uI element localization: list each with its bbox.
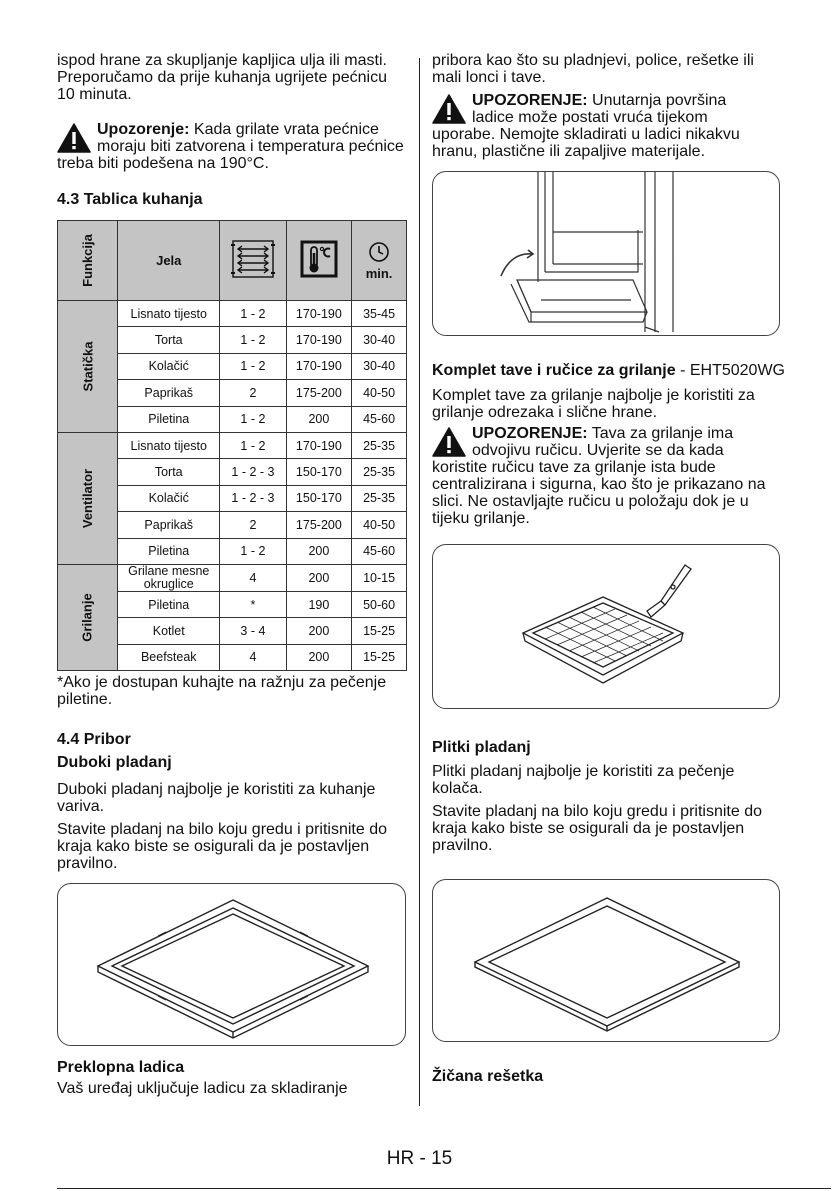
table-cell-dish: Torta bbox=[118, 327, 220, 353]
table-cell-shelf: * bbox=[220, 591, 286, 617]
table-cell-dish: Torta bbox=[118, 459, 220, 485]
table-cell-time: 35-45 bbox=[352, 301, 407, 327]
warning-grill-door bbox=[57, 121, 407, 172]
table-cell-temperature: 190 bbox=[286, 591, 352, 617]
grill-set-title: Komplet tave i ručice za grilanje bbox=[432, 362, 676, 379]
table-cell-time: 25-35 bbox=[352, 459, 407, 485]
table-cell-time: 30-40 bbox=[352, 327, 407, 353]
table-group-label: Grilanje bbox=[58, 564, 118, 670]
table-row bbox=[58, 301, 407, 327]
table-cell-shelf: 4 bbox=[220, 644, 286, 670]
table-cell-shelf: 1 - 2 - 3 bbox=[220, 459, 286, 485]
warning-label: UPOZORENJE: bbox=[472, 92, 588, 109]
grill-pan-image bbox=[432, 544, 780, 709]
wire-rack-title: Žičana rešetka bbox=[432, 1068, 544, 1085]
shelf-level-icon bbox=[231, 239, 275, 279]
table-cell-time: 40-50 bbox=[352, 380, 407, 406]
shallow-tray-text-2: Stavite pladanj na bilo koju gredu i pritisnite do kraja kako biste se osigurali da je postavljen pravilno. bbox=[432, 803, 762, 854]
table-cell-time: 30-40 bbox=[352, 353, 407, 379]
table-cell-temperature: 170-190 bbox=[286, 353, 352, 379]
intro-paragraph: ispod hrane za skupljanje kapljica ulja ili masti. Preporučamo da prije kuhanja ugrijete pećnicu 10 minuta. bbox=[57, 52, 387, 103]
warning-drawer-hot bbox=[432, 92, 762, 160]
header-shelf bbox=[220, 221, 286, 301]
deep-tray-image bbox=[57, 883, 406, 1046]
table-cell-dish: Kolačić bbox=[118, 353, 220, 379]
table-cell-dish: Lisnato tijesto bbox=[118, 432, 220, 458]
table-footnote: *Ako je dostupan kuhajte na ražnju za pečenje piletine. bbox=[57, 674, 387, 709]
table-cell-shelf: 1 - 2 bbox=[220, 538, 286, 564]
table-cell-time: 45-60 bbox=[352, 406, 407, 432]
table-cell-temperature: 175-200 bbox=[286, 380, 352, 406]
shallow-tray-title: Plitki pladanj bbox=[432, 739, 531, 756]
grill-set-heading bbox=[432, 362, 832, 379]
table-cell-temperature: 150-170 bbox=[286, 485, 352, 511]
table-cell-time: 25-35 bbox=[352, 485, 407, 511]
table-cell-temperature: 200 bbox=[286, 644, 352, 670]
table-cell-dish: Kotlet bbox=[118, 618, 220, 644]
deep-tray-title: Duboki pladanj bbox=[57, 754, 172, 772]
table-cell-shelf: 1 - 2 bbox=[220, 353, 286, 379]
table-cell-time: 15-25 bbox=[352, 618, 407, 644]
warning-label: UPOZORENJE: bbox=[472, 425, 588, 442]
cooking-table bbox=[57, 220, 407, 671]
header-time bbox=[352, 221, 407, 301]
table-cell-temperature: 175-200 bbox=[286, 512, 352, 538]
table-cell-dish: Grilane mesne okruglice bbox=[118, 564, 220, 591]
header-dish: Jela bbox=[118, 221, 220, 301]
grill-set-text: Komplet tave za grilanje najbolje je koristiti za grilanje odrezaka i slične hrane. bbox=[432, 387, 755, 421]
table-row bbox=[58, 564, 407, 591]
table-cell-shelf: 3 - 4 bbox=[220, 618, 286, 644]
drawer-text: Vaš uređaj uključuje ladicu za skladiranje bbox=[57, 1080, 348, 1098]
table-cell-shelf: 1 - 2 bbox=[220, 301, 286, 327]
warning-text: Tava za grilanje ima odvojivu ručicu. Uvjerite se da kada koristite ručicu tave za grilanje ista bude centralizirana i sigurna, kao što je prikazano na slici. Ne ostavljajte ručicu u položaju dok je u tijeku grilanje. bbox=[432, 425, 766, 527]
grill-pan-illustration bbox=[433, 545, 780, 709]
shallow-tray-text-1: Plitki pladanj najbolje je koristiti za pečenje kolača. bbox=[432, 763, 735, 797]
table-cell-shelf: 1 - 2 bbox=[220, 406, 286, 432]
table-cell-temperature: 170-190 bbox=[286, 327, 352, 353]
table-cell-temperature: 150-170 bbox=[286, 459, 352, 485]
table-cell-dish: Lisnato tijesto bbox=[118, 301, 220, 327]
table-cell-dish: Kolačić bbox=[118, 485, 220, 511]
drawer-title: Preklopna ladica bbox=[57, 1059, 185, 1077]
table-cell-shelf: 1 - 2 bbox=[220, 432, 286, 458]
table-cell-dish: Piletina bbox=[118, 591, 220, 617]
page-number: HR - 15 bbox=[386, 1148, 453, 1169]
table-cell-temperature: 200 bbox=[286, 618, 352, 644]
table-cell-dish: Piletina bbox=[118, 538, 220, 564]
warning-text: Kada grilate vrata pećnice moraju biti zatvorena i temperatura pećnice treba biti podešena na 190°C. bbox=[57, 121, 404, 172]
thermometer-icon bbox=[299, 239, 339, 279]
table-cell-dish: Beefsteak bbox=[118, 644, 220, 670]
warning-text: Unutarnja površina ladice može postati vruća tijekom uporabe. Nemojte skladirati u ladici nikakvu hranu, plastične ili zapaljive materijale. bbox=[432, 92, 740, 160]
table-cell-shelf: 4 bbox=[220, 564, 286, 591]
warning-grill-handle bbox=[432, 425, 782, 527]
clock-icon bbox=[368, 241, 390, 263]
deep-tray-text-2: Stavite pladanj na bilo koju gredu i pritisnite do kraja kako biste se osigurali da je postavljen pravilno. bbox=[57, 821, 387, 873]
table-cell-temperature: 170-190 bbox=[286, 432, 352, 458]
shallow-tray-illustration bbox=[433, 880, 780, 1042]
table-cell-temperature: 200 bbox=[286, 564, 352, 591]
table-cell-time: 40-50 bbox=[352, 512, 407, 538]
table-cell-time: 15-25 bbox=[352, 644, 407, 670]
footer-rule bbox=[57, 1188, 831, 1189]
table-cell-shelf: 1 - 2 bbox=[220, 327, 286, 353]
drawer-continued-text: pribora kao što su pladnjevi, police, rešetke ili mali lonci i tave. bbox=[432, 52, 754, 86]
header-temperature bbox=[286, 221, 352, 301]
section-title-cooking-table: 4.3 Tablica kuhanja bbox=[57, 191, 203, 208]
time-unit: min. bbox=[365, 265, 393, 281]
header-function: Funkcija bbox=[58, 221, 118, 301]
table-cell-dish: Paprikaš bbox=[118, 380, 220, 406]
table-group-label: Ventilator bbox=[58, 432, 118, 564]
table-cell-time: 25-35 bbox=[352, 432, 407, 458]
right-column bbox=[432, 52, 832, 1087]
deep-tray-text-1: Duboki pladanj najbolje je koristiti za kuhanje variva. bbox=[57, 781, 376, 816]
drawer-image bbox=[432, 171, 780, 336]
warning-icon bbox=[432, 94, 466, 124]
table-cell-temperature: 200 bbox=[286, 538, 352, 564]
section-title-accessories: 4.4 Pribor bbox=[57, 731, 131, 749]
shallow-tray-image bbox=[432, 879, 780, 1042]
table-cell-time: 50-60 bbox=[352, 591, 407, 617]
warning-icon bbox=[57, 123, 91, 153]
table-cell-time: 45-60 bbox=[352, 538, 407, 564]
table-cell-temperature: 200 bbox=[286, 406, 352, 432]
table-cell-shelf: 2 bbox=[220, 512, 286, 538]
column-divider bbox=[419, 58, 420, 1106]
grill-set-code: - EHT5020WG bbox=[675, 362, 785, 379]
warning-icon bbox=[432, 427, 466, 457]
table-row bbox=[58, 432, 407, 458]
deep-tray-illustration bbox=[58, 884, 406, 1046]
table-cell-dish: Piletina bbox=[118, 406, 220, 432]
table-group-label: Statička bbox=[58, 301, 118, 433]
table-cell-shelf: 2 bbox=[220, 380, 286, 406]
table-cell-temperature: 170-190 bbox=[286, 301, 352, 327]
table-cell-dish: Paprikaš bbox=[118, 512, 220, 538]
table-cell-time: 10-15 bbox=[352, 564, 407, 591]
warning-label: Upozorenje: bbox=[97, 121, 190, 138]
table-cell-shelf: 1 - 2 - 3 bbox=[220, 485, 286, 511]
drawer-illustration bbox=[433, 172, 780, 336]
left-column bbox=[57, 52, 407, 1097]
